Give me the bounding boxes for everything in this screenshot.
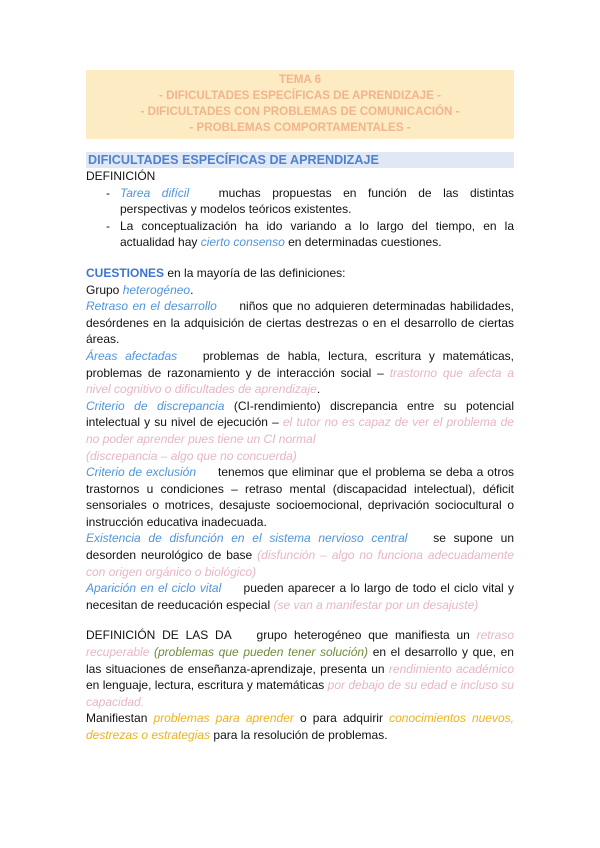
grupo-line: Grupo heterogéneo. bbox=[86, 282, 194, 297]
note-text: el tutor no es capaz de ver el problema de no poder aprender pues tiene un CI normal bbox=[86, 415, 514, 446]
highlight-text: heterogéneo bbox=[122, 282, 191, 297]
body-text: para la resolución de problemas. bbox=[213, 728, 388, 742]
body-text: (CI-rendimiento) discrepancia entre su potencial intelectual y su nivel de ejecución – bbox=[86, 398, 514, 430]
title-line-1: TEMA 6 bbox=[278, 73, 322, 86]
highlight-label: Criterio de discrepancia bbox=[86, 398, 225, 413]
cuestiones-label: CUESTIONES bbox=[86, 265, 165, 280]
highlight-label: Existencia de disfunción en el sistema nervioso central bbox=[86, 531, 408, 546]
note-text: por debajo de su edad e incluso su capacidad. bbox=[86, 678, 514, 709]
title-line-2: - DIFICULTADES ESPECÍFICAS DE APRENDIZAJE - bbox=[159, 89, 441, 102]
disfuncion-paragraph bbox=[86, 530, 514, 580]
body-text: pueden aparecer a lo largo de todo el ciclo vital y necesitan de reeducación especial bbox=[86, 581, 514, 612]
title-line-3: - DIFICULTADES CON PROBLEMAS DE COMUNICACIÓN - bbox=[140, 105, 460, 118]
areas-paragraph: Áreas afectadas problemas de habla, lectura, escritura y matemáticas, problemas de razonamiento y de interacción social – trastorno que afecta a nivel cognitivo o dificultades de aprendizaje. bbox=[86, 348, 515, 397]
body-text: niños que no adquieren determinadas habilidades, desórdenes en la adquisición de ciertas destrezas o en el desarrollo de ciertas áreas. bbox=[86, 299, 514, 347]
body-text: en lenguaje, lectura, escritura y matemáticas bbox=[86, 678, 325, 693]
body-text: en la mayoría de las definiciones: bbox=[167, 265, 346, 280]
retraso-paragraph bbox=[86, 298, 514, 348]
body-text: muchas propuestas en función de las distintas perspectivas y modelos teóricos existentes. bbox=[120, 185, 514, 217]
exclusion-paragraph bbox=[86, 464, 514, 530]
title-line-4: - PROBLEMAS COMPORTAMENTALES - bbox=[189, 121, 411, 134]
highlight-label: Aparición en el ciclo vital bbox=[86, 581, 222, 596]
highlight-text: cierto consenso bbox=[200, 235, 285, 250]
body-text: en determinadas cuestiones. bbox=[288, 235, 442, 250]
highlight-label: Criterio de exclusión bbox=[86, 465, 197, 480]
definicion-heading: DEFINICIÓN bbox=[86, 169, 156, 183]
highlight-label: Áreas afectadas bbox=[86, 348, 178, 363]
highlight-label: Tarea difícil bbox=[120, 185, 190, 200]
body-text: grupo heterogéneo que manifiesta un bbox=[256, 628, 470, 643]
note-text: (disfunción – algo no funciona adecuadamente con origen orgánico o biológico) bbox=[86, 548, 514, 579]
bullet-item bbox=[86, 218, 514, 251]
section-heading: DIFICULTADES ESPECÍFICAS DE APRENDIZAJE bbox=[86, 152, 514, 168]
bullet-dash: - bbox=[106, 185, 110, 200]
body-text: o para adquirir bbox=[300, 711, 383, 726]
manifiestan-paragraph bbox=[86, 710, 514, 743]
body-text: Grupo bbox=[86, 282, 120, 297]
cuestiones-heading bbox=[86, 265, 514, 282]
title-box bbox=[86, 70, 514, 139]
gold-text: problemas para aprender bbox=[153, 711, 294, 726]
note-text: (discrepancia – algo que no concuerda) bbox=[86, 448, 297, 463]
gold-text: conocimientos nuevos, destrezas o estrategias bbox=[86, 711, 514, 742]
document-page bbox=[86, 70, 514, 744]
note-text: rendimiento académico bbox=[388, 661, 514, 676]
note-text: (se van a manifestar por un desajuste) bbox=[273, 597, 479, 612]
definicion-da-paragraph bbox=[86, 627, 514, 710]
body-text: tenemos que eliminar que el problema se deba a otros trastornos u condiciones – retraso mental (discapacidad intelectual), déficit sensoriales o motrices, desajuste socioemocional, deprivación sociocultural o instrucción educativa inadecuada. bbox=[86, 465, 514, 529]
bullet-dash: - bbox=[106, 218, 110, 233]
body-text: Manifiestan bbox=[86, 711, 148, 726]
body-text: La conceptualización ha ido variando a lo largo del tiempo, en la actualidad hay bbox=[120, 218, 514, 250]
aparicion-paragraph bbox=[86, 580, 514, 613]
body-text: en el desarrollo y que, en las situaciones de enseñanza-aprendizaje, presenta un bbox=[86, 645, 514, 676]
definicion-da-label: DEFINICIÓN DE LAS DA bbox=[86, 628, 232, 643]
body-text: problemas de habla, lectura, escritura y matemáticas, problemas de razonamiento y de interacción social – bbox=[86, 348, 515, 380]
body-text: se supone un desorden neurológico de base bbox=[86, 531, 514, 563]
note-text: trastorno que afecta a nivel cognitivo o dificultades de aprendizaje bbox=[86, 365, 514, 397]
criterio-paragraph bbox=[86, 398, 514, 464]
green-text: (problemas que pueden tener solución) bbox=[154, 645, 369, 660]
bullet-item bbox=[86, 185, 514, 218]
highlight-label: Retraso en el desarrollo bbox=[86, 299, 217, 314]
note-text: retraso recuperable bbox=[86, 628, 514, 660]
